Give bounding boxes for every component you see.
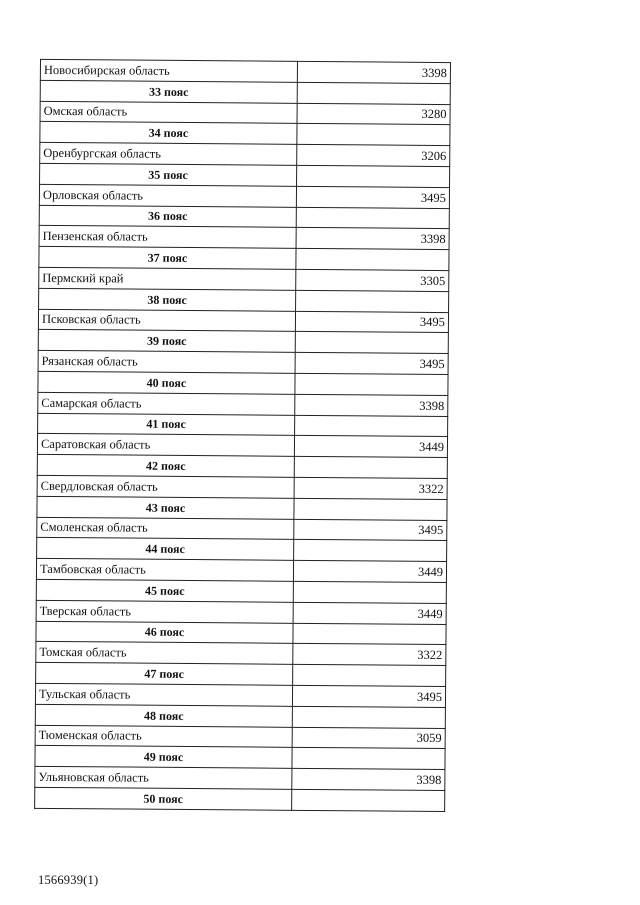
region-value [292, 748, 445, 770]
zone-label: 46 пояс [36, 621, 293, 644]
region-value: 3280 [297, 103, 450, 125]
region-name: Новосибирская область [40, 59, 297, 82]
region-value [295, 373, 448, 395]
region-value: 3449 [293, 602, 446, 624]
region-row [37, 517, 447, 541]
regions-table-body [35, 59, 451, 811]
zone-label: 39 пояс [38, 330, 295, 353]
region-row [35, 683, 445, 707]
region-value [293, 664, 446, 686]
region-row [36, 642, 446, 666]
zone-label: 36 пояс [39, 205, 296, 228]
region-value [292, 789, 445, 811]
region-name: Пензенская область [39, 226, 296, 249]
region-row [36, 558, 446, 582]
region-value [297, 165, 450, 187]
region-value: 3449 [294, 436, 447, 458]
region-value: 3495 [295, 311, 448, 333]
zone-label: 50 пояс [35, 787, 292, 810]
region-row [38, 309, 448, 333]
region-name: Самарская область [38, 392, 295, 415]
zone-label: 33 пояс [40, 80, 297, 103]
region-row [37, 475, 447, 499]
region-row [36, 600, 446, 624]
zone-label: 38 пояс [39, 288, 296, 311]
region-value [297, 124, 450, 146]
zone-label: 42 пояс [37, 454, 294, 477]
region-value: 3305 [296, 269, 449, 291]
region-row [35, 766, 445, 790]
region-value [292, 706, 445, 728]
region-row [38, 392, 448, 416]
zone-label: 48 пояс [35, 704, 292, 727]
region-name: Свердловская область [37, 475, 294, 498]
document-id: 1566939(1) [38, 873, 99, 887]
zone-label: 40 пояс [38, 371, 295, 394]
region-name: Оренбургская область [40, 143, 297, 166]
region-value [293, 623, 446, 645]
region-name: Псковская область [38, 309, 295, 332]
region-name: Саратовская область [37, 434, 294, 457]
region-row [35, 725, 445, 749]
zone-label: 49 пояс [35, 746, 292, 769]
region-name: Пермский край [39, 267, 296, 290]
region-value: 3449 [293, 560, 446, 582]
region-value [296, 207, 449, 229]
region-value: 3495 [295, 353, 448, 375]
region-value: 3495 [296, 186, 449, 208]
region-value [295, 415, 448, 437]
region-name: Тверская область [36, 600, 293, 623]
region-name: Омская область [40, 101, 297, 124]
zone-label: 41 пояс [38, 413, 295, 436]
region-row [39, 226, 449, 250]
regions-table [34, 59, 451, 812]
region-value [294, 540, 447, 562]
region-value: 3495 [294, 519, 447, 541]
region-name: Томская область [36, 642, 293, 665]
zone-label: 37 пояс [39, 247, 296, 270]
region-name: Смоленская область [37, 517, 294, 540]
region-name: Орловская область [39, 184, 296, 207]
zone-label: 45 пояс [36, 579, 293, 602]
region-value: 3206 [297, 145, 450, 167]
region-value: 3322 [294, 477, 447, 499]
zone-label: 34 пояс [40, 122, 297, 145]
region-row [38, 350, 448, 374]
zone-label: 43 пояс [37, 496, 294, 519]
region-row [40, 143, 450, 167]
region-name: Тамбовская область [36, 558, 293, 581]
region-name: Тюменская область [35, 725, 292, 748]
region-value: 3398 [296, 228, 449, 250]
zone-row [35, 787, 445, 811]
region-value: 3059 [292, 727, 445, 749]
region-value [297, 82, 450, 104]
zone-label: 44 пояс [37, 538, 294, 561]
region-row [39, 184, 449, 208]
region-value [295, 332, 448, 354]
region-value [294, 498, 447, 520]
region-name: Ульяновская область [35, 766, 292, 789]
region-value: 3398 [292, 768, 445, 790]
region-value: 3322 [293, 644, 446, 666]
region-row [40, 59, 450, 83]
region-value [296, 249, 449, 271]
region-value: 3398 [297, 61, 450, 83]
region-value: 3398 [295, 394, 448, 416]
region-row [40, 101, 450, 125]
regions-table-wrapper [34, 59, 447, 812]
region-value [293, 581, 446, 603]
region-name: Рязанская область [38, 350, 295, 373]
region-value: 3495 [292, 685, 445, 707]
region-name: Тульская область [35, 683, 292, 706]
region-row [39, 267, 449, 291]
region-row [37, 434, 447, 458]
zone-label: 35 пояс [40, 163, 297, 186]
zone-label: 47 пояс [36, 662, 293, 685]
region-value [294, 456, 447, 478]
region-value [296, 290, 449, 312]
